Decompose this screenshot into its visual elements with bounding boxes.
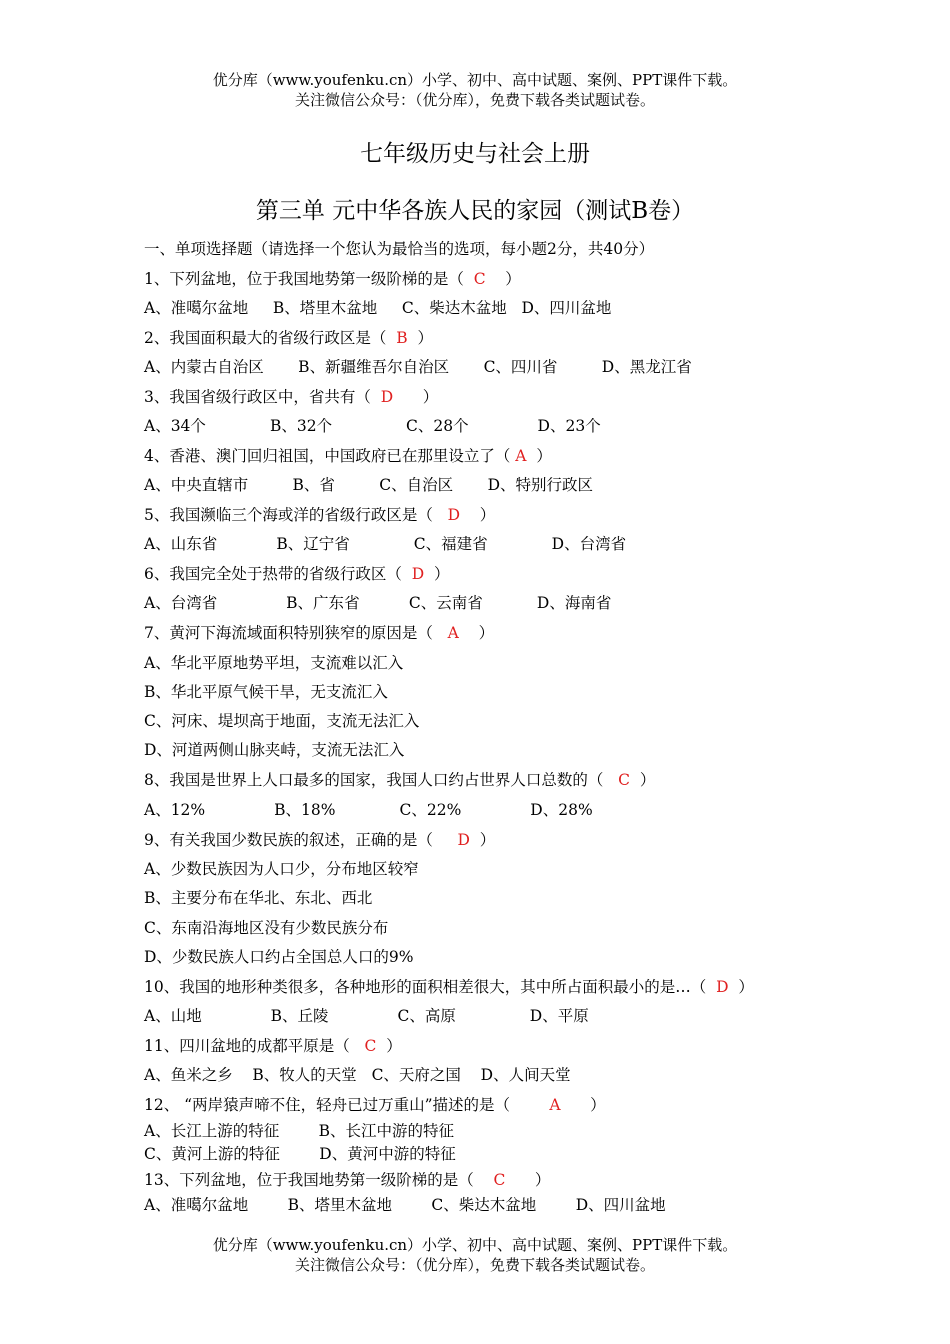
option-line: A、准噶尔盆地 B、塔里木盆地 C、柴达木盆地 D、四川盆地	[144, 299, 612, 317]
question-bracket-close: ）	[393, 388, 439, 406]
question-stem	[144, 769, 655, 791]
option-line: C、东南沿海地区没有少数民族分布	[144, 919, 389, 937]
answer-letter: A	[549, 1096, 561, 1114]
option-line: A、准噶尔盆地 B、塔里木盆地 C、柴达木盆地 D、四川盆地	[144, 1196, 666, 1214]
question-stem	[144, 445, 552, 467]
question-text: 13、下列盆地，位于我国地势第一级阶梯的是（	[144, 1171, 494, 1189]
question-stem	[144, 622, 494, 644]
option-line: B、华北平原气候干旱，无支流汇入	[144, 683, 388, 701]
option-line: A、内蒙古自治区 B、新疆维吾尔自治区 C、四川省 D、黑龙江省	[144, 358, 692, 376]
option-line: B、主要分布在华北、东北、西北	[144, 889, 373, 907]
question-bracket-close: ）	[728, 978, 754, 996]
option-line: A、华北平原地势平坦，支流难以汇入	[144, 654, 404, 672]
option-line: A、山东省 B、辽宁省 C、福建省 D、台湾省	[144, 535, 627, 553]
question-text: 11、四川盆地的成都平原是（	[144, 1037, 365, 1055]
question-stem	[144, 563, 450, 585]
question-text: 5、我国濒临三个海或洋的省级行政区是（	[144, 506, 448, 524]
question-text: 4、香港、澳门回归祖国，中国政府已在那里设立了（	[144, 447, 516, 465]
question-stem	[144, 268, 521, 290]
question-bracket-close: ）	[458, 624, 495, 642]
header-line-1: 优分库（www.youfenku.cn）小学、初中、高中试题、案例、PPT课件下载。	[212, 71, 738, 89]
question-text: 1、下列盆地，位于我国地势第一级阶梯的是（	[144, 270, 474, 288]
question-stem	[144, 1035, 402, 1057]
option-line: A、鱼米之乡 B、牧人的天堂 C、天府之国 D、人间天堂	[144, 1066, 571, 1084]
answer-letter: D	[380, 388, 394, 406]
question-stem	[144, 976, 754, 998]
answer-letter: A	[447, 624, 459, 642]
option-line: A、长江上游的特征 B、长江中游的特征	[144, 1122, 455, 1140]
question-text: 2、我国面积最大的省级行政区是（	[144, 329, 397, 347]
option-line: D、河道两侧山脉夹峙，支流无法汇入	[144, 741, 405, 759]
question-bracket-close: ）	[630, 771, 656, 789]
question-stem	[144, 327, 433, 349]
option-line: A、少数民族因为人口少，分布地区较窄	[144, 860, 419, 878]
question-bracket-close: ）	[376, 1037, 402, 1055]
answer-letter: B	[396, 329, 408, 347]
footer-line-1: 优分库（www.youfenku.cn）小学、初中、高中试题、案例、PPT课件下载。	[212, 1236, 738, 1254]
option-line: C、河床、堤坝高于地面，支流无法汇入	[144, 712, 420, 730]
question-text: 9、有关我国少数民族的叙述，正确的是（	[144, 831, 458, 849]
question-text: 7、黄河下海流域面积特别狭窄的原因是（	[144, 624, 448, 642]
question-bracket-close: ）	[469, 831, 496, 849]
option-line: A、12% B、18% C、22% D、28%	[144, 801, 593, 819]
section-heading: 一、单项选择题（请选择一个您认为最恰当的选项，每小题2分，共40分）	[144, 240, 655, 258]
option-line: D、少数民族人口约占全国总人口的9%	[144, 948, 414, 966]
question-text: 10、我国的地形种类很多，各种地形的面积相差很大，其中所占面积最小的是…（	[144, 978, 717, 996]
page-title: 七年级历史与社会上册	[360, 141, 590, 167]
question-bracket-close: ）	[407, 329, 433, 347]
option-line: A、台湾省 B、广东省 C、云南省 D、海南省	[144, 594, 612, 612]
answer-letter: C	[618, 771, 631, 789]
option-line: A、34个 B、32个 C、28个 D、23个	[144, 417, 601, 435]
footer-line-2: 关注微信公众号：（优分库），免费下载各类试题试卷。	[294, 1256, 655, 1274]
option-line: A、山地 B、丘陵 C、高原 D、平原	[144, 1007, 589, 1025]
question-stem	[144, 504, 495, 526]
question-stem	[144, 1094, 606, 1116]
question-stem	[144, 1169, 550, 1191]
answer-letter: C	[473, 270, 486, 288]
question-bracket-close: ）	[460, 506, 496, 524]
answer-letter: D	[457, 831, 470, 849]
question-text: 12、 “两岸猿声啼不住，轻舟已过万重山”描述的是（	[144, 1096, 550, 1114]
answer-letter: D	[411, 565, 425, 583]
question-stem	[144, 829, 495, 851]
question-bracket-close: ）	[505, 1171, 551, 1189]
question-text: 8、我国是世界上人口最多的国家，我国人口约占世界人口总数的（	[144, 771, 619, 789]
answer-letter: D	[447, 506, 461, 524]
answer-letter: D	[716, 978, 729, 996]
answer-letter: C	[364, 1037, 377, 1055]
question-stem	[144, 386, 438, 408]
question-bracket-close: ）	[560, 1096, 606, 1114]
answer-letter: C	[493, 1171, 506, 1189]
question-bracket-close: ）	[424, 565, 450, 583]
question-bracket-close: ）	[485, 270, 521, 288]
option-line: A、中央直辖市 B、省 C、自治区 D、特别行政区	[144, 476, 594, 494]
question-text: 3、我国省级行政区中，省共有（	[144, 388, 381, 406]
question-text: 6、我国完全处于热带的省级行政区（	[144, 565, 412, 583]
answer-letter: A	[515, 447, 527, 465]
option-line: C、黄河上游的特征 D、黄河中游的特征	[144, 1145, 456, 1163]
unit-title: 第三单 元中华各族人民的家园（测试B卷）	[255, 198, 695, 224]
header-line-2: 关注微信公众号：（优分库），免费下载各类试题试卷。	[294, 91, 655, 109]
question-bracket-close: ）	[526, 447, 552, 465]
